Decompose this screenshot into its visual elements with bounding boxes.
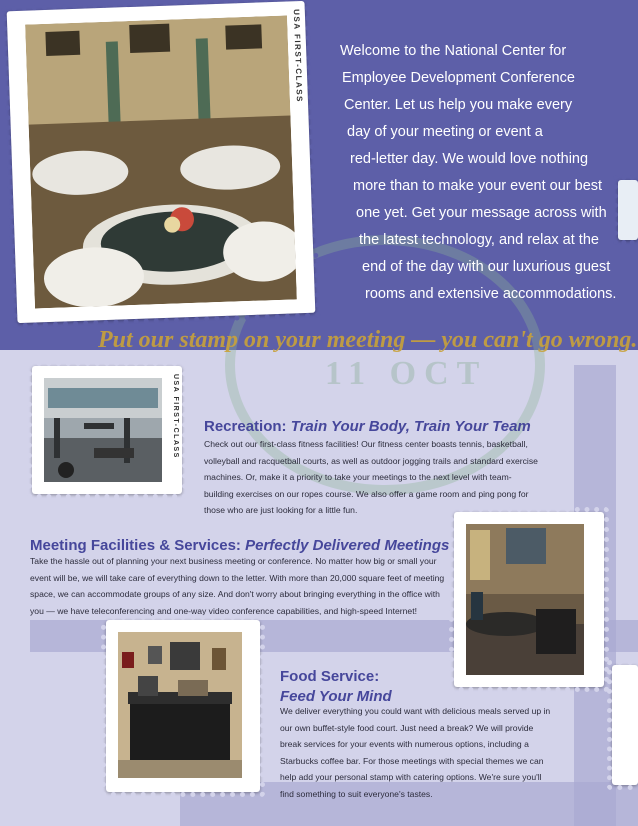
welcome-line: one yet. Get your message across with — [356, 205, 607, 221]
welcome-line: the latest technology, and relax at the — [359, 232, 599, 248]
meeting-heading-main: Meeting Facilities & Services: — [30, 537, 246, 554]
body-line: find something to suit everyone's tastes. — [280, 788, 433, 799]
body-line: help add your personal stamp with catering options. We're sure you'll — [280, 772, 542, 783]
body-line: event will be, we will take care of everything down to the letter. With more than 20,000 square feet of meeting — [30, 572, 445, 583]
welcome-line: rooms and extensive accommodations. — [365, 286, 617, 302]
stamp-label: USA FIRST-CLASS — [172, 374, 179, 459]
welcome-line: Center. Let us help you make every — [344, 97, 573, 113]
body-line: We deliver everything you could want with delicious meals served up in — [280, 706, 551, 716]
food-heading-line1: Food Service: — [280, 668, 380, 685]
welcome-text — [330, 38, 620, 308]
body-line: space, we can accommodate groups of any size. And don't worry about bringing everything in the office with — [30, 589, 440, 600]
body-line: you — we have teleconferencing and one-way video conference capabilities, and high-speed Internet! — [30, 605, 417, 616]
body-line: machines. Or, make it a priority to take your meetings to the next level with team- — [204, 472, 512, 483]
food-body — [280, 703, 550, 803]
coffee-bar-photo — [118, 632, 242, 778]
recreation-heading-main: Recreation: — [204, 418, 291, 435]
body-line: Check out our first-class fitness facilities! Our fitness center boasts tennis, basketball, — [204, 439, 528, 449]
body-line: volleyball and racquetball courts, as well as outdoor jogging trails and standard exercise — [204, 455, 538, 466]
welcome-line: Welcome to the National Center for — [340, 43, 567, 59]
food-stamp — [106, 620, 260, 792]
welcome-line: Employee Development Conference — [342, 70, 575, 86]
tagline: Put our stamp on your meeting — you can't go wrong. — [98, 327, 638, 353]
recreation-body — [204, 436, 538, 519]
meeting-body — [30, 553, 444, 619]
meeting-room-photo — [466, 524, 584, 675]
stamp-label: USA FIRST-CLASS — [594, 526, 601, 611]
body-line: Take the hassle out of planning your next business meeting or conference. No matter how big or small your — [30, 556, 437, 566]
recreation-stamp — [32, 366, 182, 494]
recreation-heading-italic: Train Your Body, Train Your Team — [290, 418, 531, 435]
food-heading-line2: Feed Your Mind — [280, 688, 392, 705]
welcome-line: red-letter day. We would love nothing — [350, 151, 589, 167]
partial-stamp — [612, 665, 638, 785]
welcome-line: day of your meeting or event a — [347, 124, 543, 140]
meeting-heading-italic: Perfectly Delivered Meetings — [245, 537, 450, 554]
body-line: our own buffet-style food court. Just need a break? We will provide — [280, 722, 534, 733]
body-line: those who are just looking for a little fun. — [204, 505, 358, 516]
welcome-line: more than to make your event our best — [353, 178, 603, 194]
body-line: break services for your events with numerous options, including a — [280, 739, 529, 750]
food-heading — [280, 667, 392, 707]
recreation-heading — [204, 418, 531, 435]
hero-stamp — [7, 1, 316, 323]
body-line: building exercises on our ropes course. We also offer a game room and ping pong for — [204, 488, 529, 499]
fitness-center-photo — [44, 378, 162, 482]
stamp-label: USA FIRST-CLASS — [291, 9, 305, 104]
welcome-line: end of the day with our luxurious guest — [362, 259, 611, 275]
meeting-stamp — [454, 512, 604, 687]
partial-stamp — [618, 180, 638, 240]
meeting-heading — [30, 537, 449, 554]
banquet-hall-photo — [25, 16, 297, 309]
postmark-text: 11 OCT — [325, 355, 488, 392]
body-line: Starbucks coffee bar. For those meetings with special themes we can — [280, 755, 544, 766]
stamp-label: USA FIRST-CLASS — [250, 634, 257, 719]
